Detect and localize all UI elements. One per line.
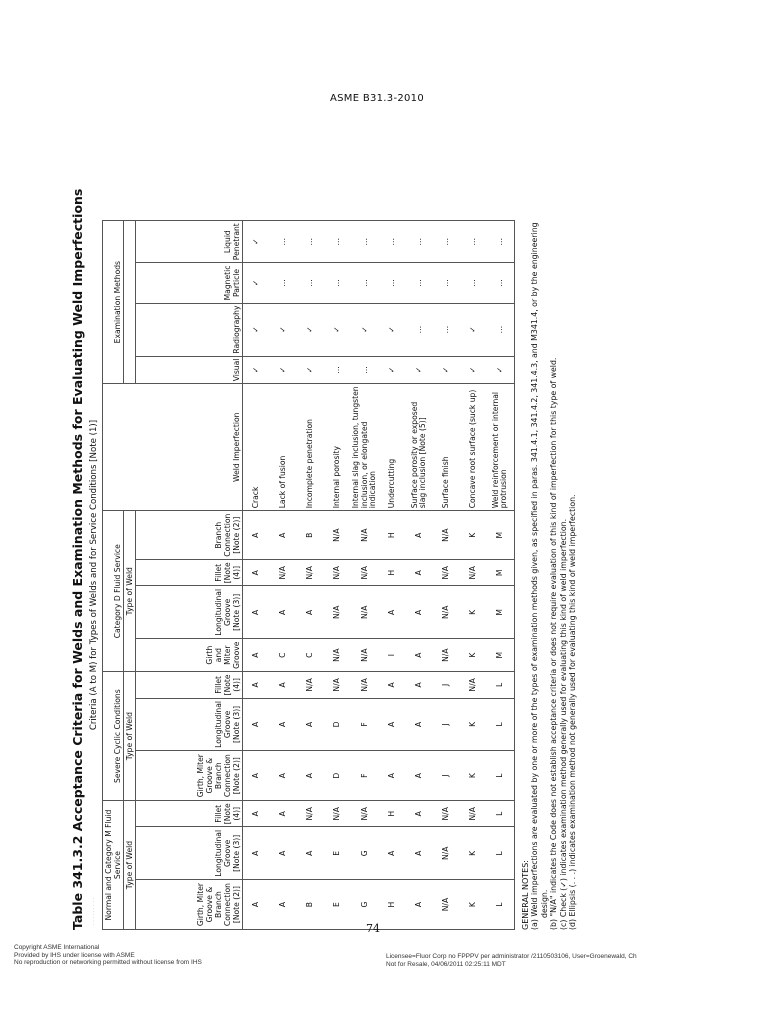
catd-criterion-cell: K	[460, 639, 487, 672]
exam-method-cell: ✓	[297, 356, 324, 384]
catd-criterion-cell: M	[487, 560, 515, 586]
severe-criterion-cell: A	[379, 698, 406, 751]
exam-method-cell: ✓	[406, 356, 433, 384]
page-number: 74	[366, 922, 380, 935]
criteria-table-body	[243, 221, 515, 930]
weld-imperfection-cell: Internal slag inclusion, tungsten inclusion, or elongated indication	[351, 384, 379, 511]
catd-criterion-cell: A	[270, 586, 297, 639]
footer-left-line-2: Provided by IHS under license with ASME	[14, 951, 135, 959]
normal-criterion-cell: N/A	[351, 801, 379, 827]
table-row	[351, 221, 379, 930]
type-of-weld-severe: Type of Weld	[124, 672, 136, 801]
exam-method-cell: …	[460, 221, 487, 263]
exam-method-cell: ✓	[243, 221, 271, 263]
exam-method-cell: …	[460, 263, 487, 303]
exam-method-cell: …	[324, 221, 351, 263]
catd-criterion-cell: A	[243, 511, 271, 560]
exam-method-cell: ✓	[351, 303, 379, 356]
normal-criterion-cell: A	[243, 880, 271, 930]
notes-title: GENERAL NOTES:	[520, 860, 530, 930]
table-row	[487, 221, 515, 930]
footer-right-line-2: Not for Resale, 04/06/2011 02:25:11 MDT	[386, 960, 506, 968]
col-normal-longitudinal: Longitudinal Groove [Note (3)]	[136, 827, 243, 880]
severe-criterion-cell: L	[487, 672, 515, 698]
exam-method-cell: ✓	[460, 356, 487, 384]
catd-criterion-cell: N/A	[324, 560, 351, 586]
group-catd: Category D Fluid Service	[103, 511, 124, 672]
catd-criterion-cell: H	[379, 511, 406, 560]
severe-criterion-cell: A	[379, 672, 406, 698]
severe-criterion-cell: A	[297, 698, 324, 751]
exam-method-cell: …	[406, 263, 433, 303]
col-severe-longitudinal: Longitudinal Groove [Note (3)]	[136, 698, 243, 751]
col-severe-girth: Girth, Miter Groove & Branch Connection [Note (2)]	[136, 751, 243, 801]
col-catd-branch: Branch Connection [Note (2)]	[136, 511, 243, 560]
exam-method-cell: ✓	[243, 263, 271, 303]
exam-method-cell: ✓	[243, 303, 271, 356]
weld-imperfection-cell: Internal porosity	[324, 384, 351, 511]
footer-left	[14, 944, 202, 967]
footer-right	[386, 953, 637, 968]
severe-criterion-cell: A	[270, 698, 297, 751]
weld-imperfection-cell: Weld reinforcement or internal protrusion	[487, 384, 515, 511]
severe-criterion-cell: A	[243, 672, 271, 698]
exam-method-cell: …	[406, 303, 433, 356]
exam-method-cell: …	[433, 221, 460, 263]
severe-criterion-cell: N/A	[351, 672, 379, 698]
severe-criterion-cell: A	[270, 672, 297, 698]
catd-criterion-cell: H	[379, 560, 406, 586]
exam-method-cell: …	[351, 221, 379, 263]
severe-criterion-cell: L	[487, 751, 515, 801]
exam-method-cell: ✓	[379, 303, 406, 356]
table-row	[297, 221, 324, 930]
catd-criterion-cell: A	[406, 511, 433, 560]
normal-criterion-cell: A	[406, 827, 433, 880]
exam-method-cell: …	[433, 263, 460, 303]
catd-criterion-cell: A	[406, 586, 433, 639]
normal-criterion-cell: A	[270, 880, 297, 930]
rotated-table-block	[70, 190, 670, 930]
severe-criterion-cell: A	[297, 751, 324, 801]
table-row	[406, 221, 433, 930]
weld-imperfection-cell: Crack	[243, 384, 271, 511]
weld-imperfection-cell: Concave root surface (suck up)	[460, 384, 487, 511]
severe-criterion-cell: K	[460, 698, 487, 751]
footer-left-line-3: No reproduction or networking permitted without license from IHS	[14, 959, 202, 966]
severe-criterion-cell: D	[324, 751, 351, 801]
normal-criterion-cell: G	[351, 880, 379, 930]
note-c: (c) Check (✓) indicates examination method generally used for evaluating this kind of weld imperfection.	[558, 518, 568, 930]
col-normal-fillet: Fillet [Note (4)]	[136, 801, 243, 827]
catd-criterion-cell: K	[460, 511, 487, 560]
exam-method-cell: …	[270, 221, 297, 263]
table-row	[324, 221, 351, 930]
group-normal: Normal and Category M Fluid Service	[103, 801, 124, 930]
normal-criterion-cell: L	[487, 880, 515, 930]
catd-criterion-cell: N/A	[433, 586, 460, 639]
exam-method-cell: ✓	[270, 356, 297, 384]
exam-method-cell: …	[324, 356, 351, 384]
catd-criterion-cell: N/A	[351, 639, 379, 672]
exam-method-cell: ✓	[460, 303, 487, 356]
catd-criterion-cell: A	[379, 586, 406, 639]
col-liquid: Liquid Penetrant	[136, 221, 243, 263]
note-d: (d) Ellipsis (. . .) indicates examination method not generally used for evaluating this kind of weld imperfection.	[568, 494, 577, 930]
exam-method-cell: …	[379, 221, 406, 263]
normal-criterion-cell: E	[324, 880, 351, 930]
table-title: Table 341.3.2 Acceptance Criteria for Welds and Examination Methods for Evaluating Weld Imperfections	[70, 188, 85, 930]
exam-method-cell: …	[351, 263, 379, 303]
catd-criterion-cell: A	[243, 560, 271, 586]
exam-method-cell: …	[270, 263, 297, 303]
catd-criterion-cell: M	[487, 511, 515, 560]
catd-criterion-cell: A	[270, 511, 297, 560]
normal-criterion-cell: H	[379, 880, 406, 930]
severe-criterion-cell: J	[433, 698, 460, 751]
catd-criterion-cell: A	[406, 639, 433, 672]
catd-criterion-cell: M	[487, 586, 515, 639]
normal-criterion-cell: A	[243, 801, 271, 827]
normal-criterion-cell: A	[406, 880, 433, 930]
catd-criterion-cell: N/A	[460, 560, 487, 586]
exam-method-cell: …	[297, 263, 324, 303]
normal-criterion-cell: L	[487, 801, 515, 827]
normal-criterion-cell: L	[487, 827, 515, 880]
severe-criterion-cell: N/A	[297, 672, 324, 698]
exam-method-cell: ✓	[297, 303, 324, 356]
severe-criterion-cell: A	[243, 698, 271, 751]
catd-criterion-cell: N/A	[433, 511, 460, 560]
severe-criterion-cell: A	[243, 751, 271, 801]
severe-criterion-cell: F	[351, 751, 379, 801]
normal-criterion-cell: A	[270, 827, 297, 880]
exam-method-cell: …	[351, 356, 379, 384]
exam-method-cell: ✓	[487, 356, 515, 384]
exam-method-cell: …	[379, 263, 406, 303]
exam-spacer	[124, 221, 136, 384]
severe-criterion-cell: A	[406, 698, 433, 751]
catd-criterion-cell: N/A	[433, 560, 460, 586]
footer-left-line-1: Copyright ASME International	[14, 944, 100, 951]
normal-criterion-cell: B	[297, 880, 324, 930]
col-catd-girth-miter: Girth and Miter Groove	[136, 639, 243, 672]
col-radiography: Radiography	[136, 303, 243, 356]
weld-imperfection-cell: Surface finish	[433, 384, 460, 511]
normal-criterion-cell: N/A	[297, 801, 324, 827]
catd-criterion-cell: C	[270, 639, 297, 672]
weld-imperfection-cell: Undercutting	[379, 384, 406, 511]
general-notes	[521, 220, 578, 930]
col-catd-fillet: Fillet [Note (4)]	[136, 560, 243, 586]
exam-method-cell: …	[487, 221, 515, 263]
exam-method-cell: …	[406, 221, 433, 263]
normal-criterion-cell: N/A	[324, 801, 351, 827]
table-row	[379, 221, 406, 930]
normal-criterion-cell: E	[324, 827, 351, 880]
exam-method-cell: ✓	[433, 356, 460, 384]
group-severe: Severe Cyclic Conditions	[103, 672, 124, 801]
catd-criterion-cell: N/A	[351, 586, 379, 639]
catd-criterion-cell: A	[243, 639, 271, 672]
weld-imperfection-cell: Lack of fusion	[270, 384, 297, 511]
type-of-weld-catd: Type of Weld	[124, 511, 136, 672]
table-subtitle: Criteria (A to M) for Types of Welds and for Service Conditions [Note (1)]	[89, 419, 99, 731]
catd-criterion-cell: N/A	[324, 511, 351, 560]
normal-criterion-cell: N/A	[433, 827, 460, 880]
type-of-weld-normal: Type of Weld	[124, 801, 136, 930]
catd-criterion-cell: N/A	[324, 586, 351, 639]
table-row	[270, 221, 297, 930]
footer-right-line-1: Licensee=Fluor Corp no FPPPV per administrator /2110503106, User=Groenewald, Ch	[386, 953, 637, 960]
weld-imperfection-cell: Surface porosity or exposed slag inclusion [Note (5)]	[406, 384, 433, 511]
col-weld-imperfection: Weld Imperfection	[103, 384, 243, 511]
catd-criterion-cell: M	[487, 639, 515, 672]
normal-criterion-cell: A	[379, 827, 406, 880]
exam-method-cell: …	[433, 303, 460, 356]
col-severe-fillet: Fillet [Note (4)]	[136, 672, 243, 698]
normal-criterion-cell: A	[270, 801, 297, 827]
weld-imperfection-cell: Incomplete penetration	[297, 384, 324, 511]
catd-criterion-cell: N/A	[351, 560, 379, 586]
group-exam: Examination Methods	[103, 221, 124, 384]
normal-criterion-cell: N/A	[433, 880, 460, 930]
severe-criterion-cell: A	[270, 751, 297, 801]
severe-criterion-cell: N/A	[460, 672, 487, 698]
exam-method-cell: ✓	[243, 356, 271, 384]
catd-criterion-cell: K	[460, 586, 487, 639]
severe-criterion-cell: N/A	[324, 672, 351, 698]
catd-criterion-cell: N/A	[351, 511, 379, 560]
exam-method-cell: ✓	[379, 356, 406, 384]
catd-criterion-cell: I	[379, 639, 406, 672]
col-normal-girth: Girth, Miter Groove & Branch Connection [Note (2)]	[136, 880, 243, 930]
table-row	[460, 221, 487, 930]
normal-criterion-cell: K	[460, 827, 487, 880]
margin-dots: · · · · · · · · ·	[90, 898, 96, 926]
severe-criterion-cell: L	[487, 698, 515, 751]
severe-criterion-cell: J	[433, 672, 460, 698]
note-a: (a) Weld imperfections are evaluated by one or more of the types of examination methods given, as specified in paras. 341.4.1, 341.4.2, 341.4.3, and M341.4, or by the engineering design.	[530, 222, 549, 930]
catd-criterion-cell: C	[297, 639, 324, 672]
severe-criterion-cell: A	[379, 751, 406, 801]
catd-criterion-cell: N/A	[270, 560, 297, 586]
col-magnetic: Magnetic Particle	[136, 263, 243, 303]
severe-criterion-cell: F	[351, 698, 379, 751]
catd-criterion-cell: A	[297, 586, 324, 639]
col-catd-longitudinal: Longitudinal Groove [Note (3)]	[136, 586, 243, 639]
exam-method-cell: …	[324, 263, 351, 303]
severe-criterion-cell: K	[460, 751, 487, 801]
exam-method-cell: ✓	[324, 303, 351, 356]
normal-criterion-cell: H	[379, 801, 406, 827]
note-b: (b) "N/A" indicates the Code does not establish acceptance criteria or does not require evaluation of this kind of imperfection for this type of weld.	[549, 357, 558, 930]
normal-criterion-cell: K	[460, 880, 487, 930]
normal-criterion-cell: N/A	[460, 801, 487, 827]
catd-criterion-cell: N/A	[297, 560, 324, 586]
exam-method-cell: …	[297, 221, 324, 263]
exam-method-cell: ✓	[270, 303, 297, 356]
exam-method-cell: …	[487, 303, 515, 356]
catd-criterion-cell: B	[297, 511, 324, 560]
col-visual: Visual	[136, 356, 243, 384]
table-row	[433, 221, 460, 930]
catd-criterion-cell: N/A	[433, 639, 460, 672]
normal-criterion-cell: A	[406, 801, 433, 827]
normal-criterion-cell: G	[351, 827, 379, 880]
severe-criterion-cell: A	[406, 672, 433, 698]
catd-criterion-cell: N/A	[324, 639, 351, 672]
catd-criterion-cell: A	[406, 560, 433, 586]
criteria-table	[102, 220, 515, 930]
severe-criterion-cell: A	[406, 751, 433, 801]
severe-criterion-cell: D	[324, 698, 351, 751]
normal-criterion-cell: A	[243, 827, 271, 880]
normal-criterion-cell: N/A	[433, 801, 460, 827]
normal-criterion-cell: A	[297, 827, 324, 880]
exam-method-cell: …	[487, 263, 515, 303]
severe-criterion-cell: J	[433, 751, 460, 801]
catd-criterion-cell: A	[243, 586, 271, 639]
page-header: ASME B31.3-2010	[330, 93, 424, 104]
table-row	[243, 221, 271, 930]
